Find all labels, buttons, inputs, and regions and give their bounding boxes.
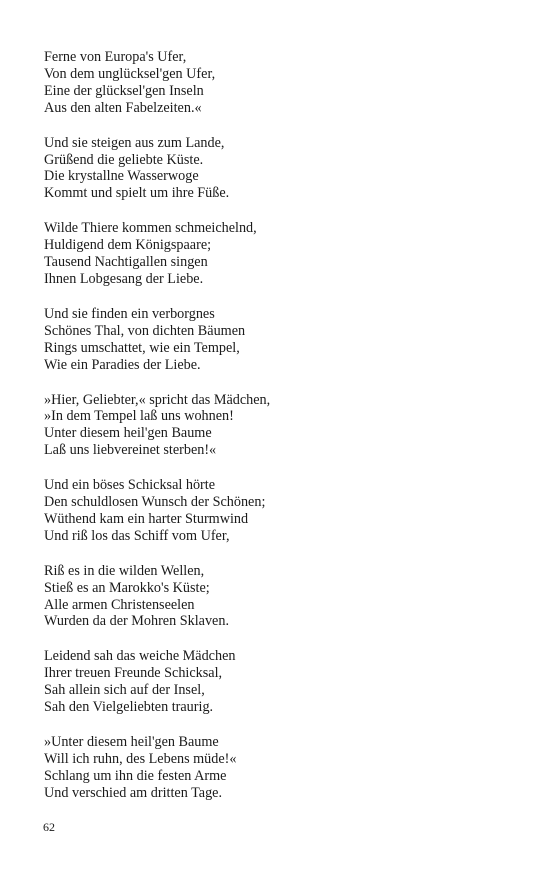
poem-text bbox=[44, 49, 514, 820]
stanza-8 bbox=[44, 648, 514, 716]
poem-line: Wüthend kam ein harter Sturmwind bbox=[44, 510, 249, 527]
page-number: 62 bbox=[43, 820, 55, 834]
poem-line: Leidend sah das weiche Mädchen bbox=[44, 648, 236, 665]
stanza-4 bbox=[44, 306, 514, 374]
poem-line: Von dem unglücksel'gen Ufer, bbox=[44, 65, 216, 82]
poem-line: Stieß es an Marokko's Küste; bbox=[44, 579, 210, 596]
poem-line: Ihnen Lobgesang der Liebe. bbox=[44, 270, 204, 287]
poem-line: »In dem Tempel laß uns wohnen! bbox=[44, 408, 234, 425]
stanza-2 bbox=[44, 135, 514, 203]
stanza-6 bbox=[44, 477, 514, 545]
poem-line: Ferne von Europa's Ufer, bbox=[44, 49, 187, 65]
poem-line: Wie ein Paradies der Liebe. bbox=[44, 356, 201, 373]
poem-line: Und verschied am dritten Tage. bbox=[44, 784, 223, 801]
poem-line: Den schuldlosen Wunsch der Schönen; bbox=[44, 494, 266, 511]
poem-line: Unter diesem heil'gen Baume bbox=[44, 425, 212, 442]
poem-line: Huldigend dem Königspaare; bbox=[44, 237, 212, 254]
poem-line: Aus den alten Fabelzeiten.« bbox=[44, 99, 202, 116]
poem-line: Und ein böses Schicksal hörte bbox=[44, 477, 216, 494]
poem-line: Grüßend die geliebte Küste. bbox=[44, 151, 204, 168]
poem-line: Schlang um ihn die festen Arme bbox=[44, 767, 227, 784]
stanza-7 bbox=[44, 563, 514, 631]
poem-line: Wurden da der Mohren Sklaven. bbox=[44, 613, 229, 630]
poem-line: Laß uns liebvereinet sterben!« bbox=[44, 442, 217, 459]
poem-line: Tausend Nachtigallen singen bbox=[44, 254, 208, 271]
poem-line: Rings umschattet, wie ein Tempel, bbox=[44, 339, 240, 356]
poem-line: »Hier, Geliebter,« spricht das Mädchen, bbox=[44, 391, 271, 408]
poem-line: Will ich ruhn, des Lebens müde!« bbox=[44, 750, 237, 767]
stanza-3 bbox=[44, 220, 514, 288]
poem-line: Wilde Thiere kommen schmeichelnd, bbox=[44, 220, 257, 237]
stanza-5 bbox=[44, 392, 514, 460]
stanza-1 bbox=[44, 49, 514, 117]
poem-line: Riß es in die wilden Wellen, bbox=[44, 562, 205, 579]
poem-line: Alle armen Christenseelen bbox=[44, 596, 195, 613]
poem-line: Ihrer treuen Freunde Schicksal, bbox=[44, 665, 223, 682]
poem-line: Sah allein sich auf der Insel, bbox=[44, 682, 205, 699]
poem-line: Und sie finden ein verborgnes bbox=[44, 305, 215, 322]
poem-line: Die krystallne Wasserwoge bbox=[44, 168, 199, 185]
poem-line: Schönes Thal, von dichten Bäumen bbox=[44, 322, 246, 339]
poem-line: Sah den Vielgeliebten traurig. bbox=[44, 699, 214, 716]
poem-line: Kommt und spielt um ihre Füße. bbox=[44, 185, 230, 202]
poem-line: »Unter diesem heil'gen Baume bbox=[44, 734, 219, 750]
poem-line: Und sie steigen aus zum Lande, bbox=[44, 134, 225, 151]
poem-line: Eine der glücksel'gen Inseln bbox=[44, 82, 204, 99]
stanza-9 bbox=[44, 734, 514, 802]
poem-line: Und riß los das Schiff vom Ufer, bbox=[44, 527, 230, 544]
